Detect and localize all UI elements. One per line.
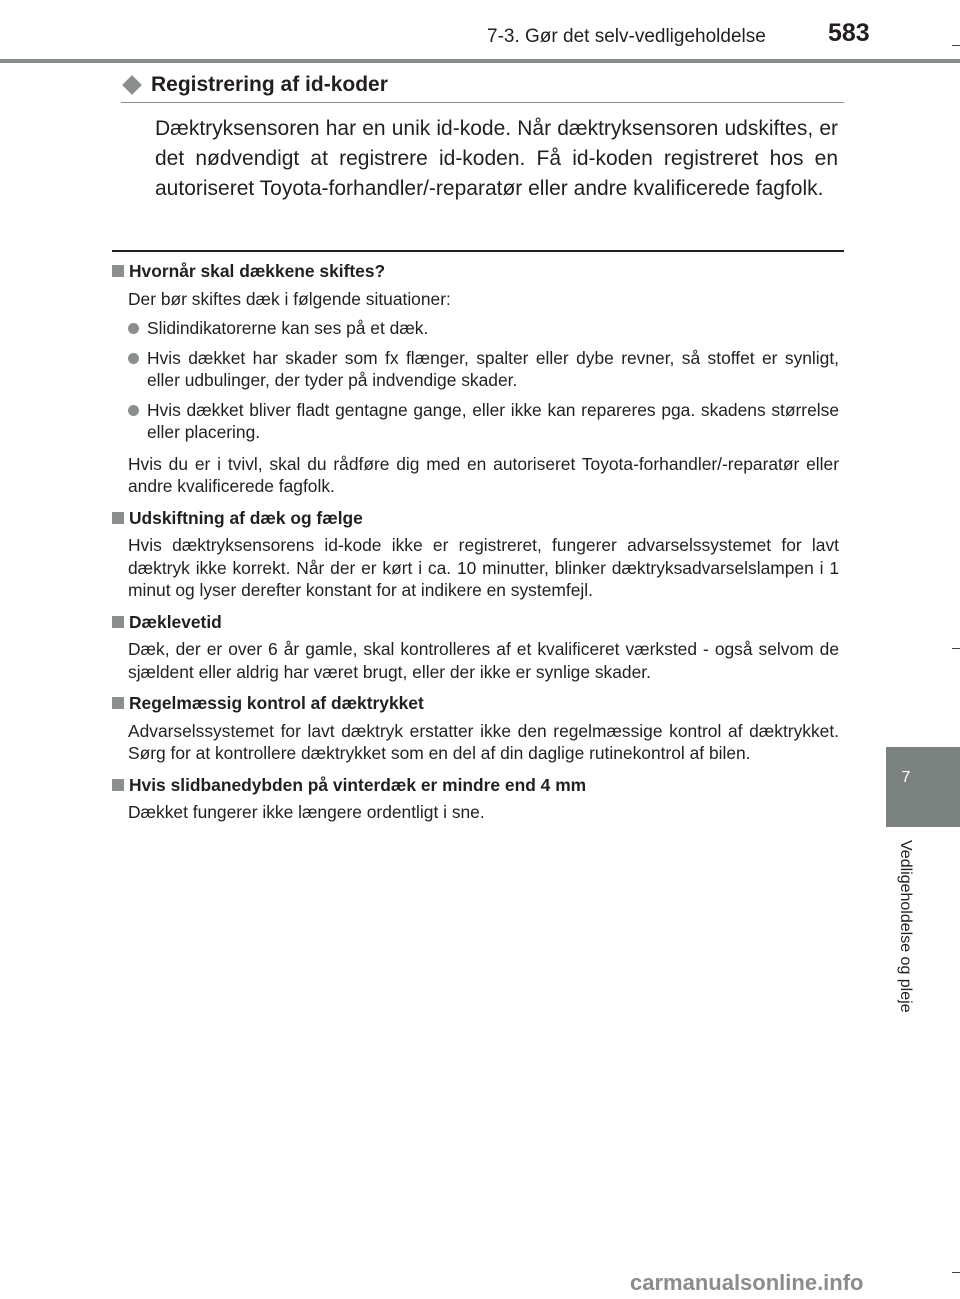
chapter-tab: [886, 747, 960, 827]
note-when-to-change: [112, 260, 839, 498]
square-bullet-icon: [112, 616, 124, 628]
list-item: [128, 399, 839, 444]
note-body: Dækket fungerer ikke længere ordentligt i sne.: [128, 802, 485, 822]
list-item: [128, 317, 839, 340]
note-heading-text: Hvornår skal dækkene skiftes?: [129, 261, 386, 281]
section-intro: Dæktryksensoren har en unik id-kode. Når dæktryksensoren udskiftes, er det nødvendigt at registrere id-koden. Få id-koden registreret hos en autoriseret Toyota-forhandler/-reparatør eller andre kvalificerede fagfolk.: [155, 117, 838, 200]
note-body: Dæk, der er over 6 år gamle, skal kontrolleres af et kvalificeret værksted - også selvom de sjældent eller aldrig har været brugt, eller der ikke er synlige skader.: [128, 639, 839, 682]
crop-mark-bottom: [952, 1272, 960, 1273]
circle-bullet-icon: [128, 405, 139, 416]
note-heading-text: Dæklevetid: [129, 611, 222, 632]
note-outro: Hvis du er i tvivl, skal du rådføre dig med en autoriseret Toyota-forhandler/-reparatør eller andre kvalificerede fagfolk.: [128, 453, 839, 496]
square-bullet-icon: [112, 779, 124, 791]
notes-content: [112, 260, 839, 824]
note-heading-text: Udskiftning af dæk og fælge: [129, 507, 363, 528]
list-item-text: Slidindikatorerne kan ses på et dæk.: [147, 318, 429, 338]
note-heading-text: Hvis slidbanedybden på vinterdæk er mindre end 4 mm: [129, 774, 587, 795]
note-pressure-check: [112, 692, 839, 765]
chapter-title: 7-3. Gør det selv-vedligeholdelse: [487, 26, 766, 47]
list-item-text: Hvis dækket bliver fladt gentagne gange, eller ikke kan repareres pga. skadens størrelse eller placering.: [147, 399, 839, 442]
note-heading: [112, 692, 839, 715]
crop-mark-top: [952, 45, 960, 46]
header-rule: [0, 59, 960, 63]
page-number: 583: [828, 19, 870, 47]
square-bullet-icon: [112, 512, 124, 524]
note-body: Hvis dæktryksensorens id-kode ikke er registreret, fungerer advarselssystemet for lavt dæktryk ikke korrekt. Når der er kørt i ca. 10 minutter, blinker dæktryksadvarselslampen i 1 minut og lyser derefter konstant for at indikere en systemfejl.: [128, 535, 839, 600]
chapter-side-label: Vedligeholdelse og pleje: [897, 840, 914, 1013]
note-heading-text: Regelmæssig kontrol af dæktrykket: [129, 693, 424, 713]
note-heading: [112, 260, 839, 283]
list-item: [128, 347, 839, 392]
diamond-icon: [122, 75, 142, 95]
section-divider: [112, 250, 844, 252]
note-body: Advarselssystemet for lavt dæktryk erstatter ikke den regelmæssige kontrol af dæktrykket. Sørg for at kontrollere dæktrykket som en del af din daglige rutinekontrol af bilen.: [128, 720, 839, 763]
chapter-tab-number: 7: [901, 769, 911, 786]
list-item-text: Hvis dækket har skader som fx flænger, spalter eller dybe revner, så stoffet er synligt, eller udbulinger, der tyder på indvendige skader.: [147, 347, 839, 390]
square-bullet-icon: [112, 697, 124, 709]
note-winter-tread: [112, 774, 839, 824]
note-heading: [112, 774, 839, 797]
watermark: carmanualsonline.info: [630, 1270, 864, 1295]
note-tire-rim-replacement: [112, 507, 839, 602]
circle-bullet-icon: [128, 323, 139, 334]
note-heading: [112, 611, 839, 634]
note-intro: Der bør skiftes dæk i følgende situationer:: [128, 288, 451, 309]
note-tire-lifetime: [112, 611, 839, 684]
section-heading: [121, 70, 388, 100]
note-heading: [112, 507, 839, 530]
crop-mark-middle: [952, 648, 960, 649]
heading-rule: [121, 102, 844, 103]
chapter-side-label-wrap: [892, 840, 922, 1060]
square-bullet-icon: [112, 265, 124, 277]
circle-bullet-icon: [128, 353, 139, 364]
section-heading-text: Registrering af id-koder: [151, 73, 388, 96]
